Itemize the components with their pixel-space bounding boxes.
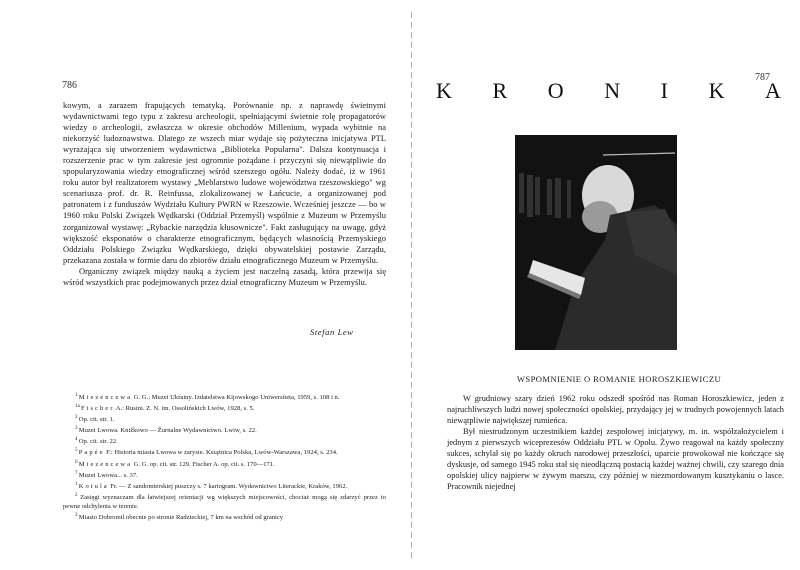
footnote-mark: 6 (75, 459, 79, 465)
footnote (63, 392, 386, 403)
heading-letter: I (660, 78, 668, 103)
footnote-mark: 1a (75, 404, 81, 410)
heading-letter: K (708, 78, 725, 103)
heading-letter: K (436, 78, 452, 103)
footnote-mark: 3 (75, 512, 79, 518)
footnote-author: Papée (78, 449, 105, 457)
footnote (63, 470, 386, 481)
left-body-text (63, 100, 386, 288)
footnote (63, 481, 386, 492)
paragraph: W grudniowy szary dzień 1962 roku odszedł spośród nas Roman Horoszkiewicz, jeden z najruchliwszych ludzi nowej społeczności opolskiej, przydający jej w trudnych powojennych latach niewątpliwie największej rumieńca. (447, 394, 784, 426)
footnote (63, 459, 386, 470)
footnote-mark: 5 (75, 448, 79, 454)
footnote-text: Zasięgi wyznaczam dla łatwiejszej orientacji wg większych miejscowości, chociaż mogą się zdarzyć przez to pewne odchylenia w terenie. (63, 494, 386, 510)
paragraph: Organiczny związek między nauką a życiem jest naczelną zasadą, która przewija się wśród wszystkich prac podejmowanych przez dział etnograficzny Muzeum w Przemyślu. (63, 266, 386, 287)
footnote-mark: 1 (75, 393, 79, 398)
footnote-text: G. G.: Muzei Ukrainy. Izdatelstwa Kijowskogo Uniwersiteta, 1959, s. 108 i n. (132, 394, 340, 402)
footnote-text: F.: Historia miasta Lwowa w zarysie. Książnica Polska, Lwów-Warszawa, 1924, s. 234. (104, 449, 338, 457)
heading-letter: O (547, 78, 564, 103)
footnotes (63, 392, 386, 523)
footnote-author: Kotula (78, 482, 109, 490)
footnote-mark: 2 (75, 415, 79, 421)
footnote (63, 512, 386, 523)
paragraph: kowym, a zarazem frapujących tematyką. Porównanie np. z naprawdę świetnymi wydawnictwami tego typu z zakresu archeologii, spełniającymi świetnie rolę propagatorów wiedzy o archeologii, zwłaszcza w okresie obchodów Millenium, wypada wybitnie na niekorzyść ludoznawstwa. Dlatego ze wszech miar wydaje się pożyteczna inicjatywa PTL wyrażająca się utworzeniem wydawnictwa „Biblioteka Popularna". Dalsza kontynuacja i rozszerzenie prac w tym zakresie jest ogromnie pożądane i przyczyni się niewątpliwie do spopularyzowania wiedzy etnograficznej wśród szerszego ogółu. Należy dodać, iż w 1961 roku autor był realizatorem wystawy „Meblarstwo ludowe województwa rzeszowskiego" wg scenariusza prof. dr. R. Reinfussa, zlokalizowanej w Łańcucie, a organizowanej pod patronatem i z funduszów Wydziału Kultury PWRN w Rzeszowie. Wcześniej jeszcze — bo w 1960 roku Polski Związek Wędkarski (Oddział Przemyśl) wspólnie z Muzeum w Przemyślu zorganizował wystawę: „Rybackie narzędzia kłusownicze". Fakt zasługujący na uwagę, gdyż większość eksponatów o charakterze etnograficznym, będących własnością Przemyskiego Oddziału Polskiego Związku Wędkarskiego, dzięki obywatelskiej postawie Zarządu, przekazana została w formie daru do zbiorów działu etnograficznego Muzeum w Przemyślu. (63, 101, 386, 265)
footnote-author: Fischer (80, 405, 115, 413)
paragraph: Był niestrudzonym uczestnikiem każdej zespołowej inicjatywy, m. in. współzałożycielem i jednym z pierwszych wiceprezesów Oddziału PTL w Opolu. Żywo reagował na każdy społeczny sukces, schylał się po każdy okruch narodowej przeszłości, uparcie prowokował nie kończące się dyskusje, od samego 1945 roku stał się nieodłączną postacią każdej ważnej chwili, czy szarego dnia opolskiej ulicy najpierw w żywym marszu, czy później w niezmordowanym kusztykaniu o lasce. Pracownik niejednej (447, 427, 784, 492)
right-page (414, 0, 800, 570)
portrait-image (515, 135, 677, 350)
footnote-author: Miezencewa (78, 460, 133, 468)
footnote (63, 414, 386, 425)
footnote-mark: 7 (75, 470, 79, 476)
footnote-mark: 2 (75, 492, 81, 498)
footnote-mark: 1 (75, 481, 79, 487)
footnote-text: Op. cit. str. 22. (78, 438, 118, 446)
page-gutter-divider (411, 12, 412, 562)
footnote-text: Miasto Dobromil obecnie po stronie Radzieckiej, 7 km na wschód od granicy (78, 514, 284, 522)
portrait-photo (515, 135, 677, 350)
footnote-mark: 4 (75, 437, 79, 443)
heading-letter: R (492, 78, 508, 103)
footnote-text: G. G. op. cit. str. 129. Fischer A. op. cit. s. 170—171. (132, 460, 275, 468)
article-title: WSPOMNIENIE O ROMANIE HOROSZKIEWICZU (516, 374, 722, 384)
heading-letter: A (765, 78, 781, 103)
page-number-left: 786 (62, 80, 77, 91)
footnote-text: Muzei Lwowa... s. 37. (78, 471, 138, 479)
footnote-text: Op. cit. str. 1. (78, 416, 115, 424)
footnote-author: Miezencewa (78, 394, 133, 402)
footnote-mark: 3 (75, 426, 79, 432)
page-number-right: 787 (755, 72, 770, 83)
footnote (63, 425, 386, 436)
section-heading-kronika (436, 78, 781, 104)
footnote-text: A.: Rusini. Z. N. im. Ossolińskich Lwów, 1928, s. 5. (114, 405, 255, 413)
footnote (63, 436, 386, 447)
footnote (63, 403, 386, 414)
heading-letter: N (604, 78, 621, 103)
footnote-text: Muzei Lwowa. Knižkowo — Žurnalne Wydawnictwo. Lwiw, s. 22. (78, 427, 257, 435)
footnote-text: Fr. — Z sandomierskiej puszczy s. 7 kartogram. Wydawnictwo Literackie, Kraków, 1962. (108, 482, 348, 490)
footnote (63, 492, 386, 512)
right-body-text (447, 393, 784, 492)
footnote (63, 447, 386, 458)
author-signature: Stefan Lew (310, 327, 354, 337)
